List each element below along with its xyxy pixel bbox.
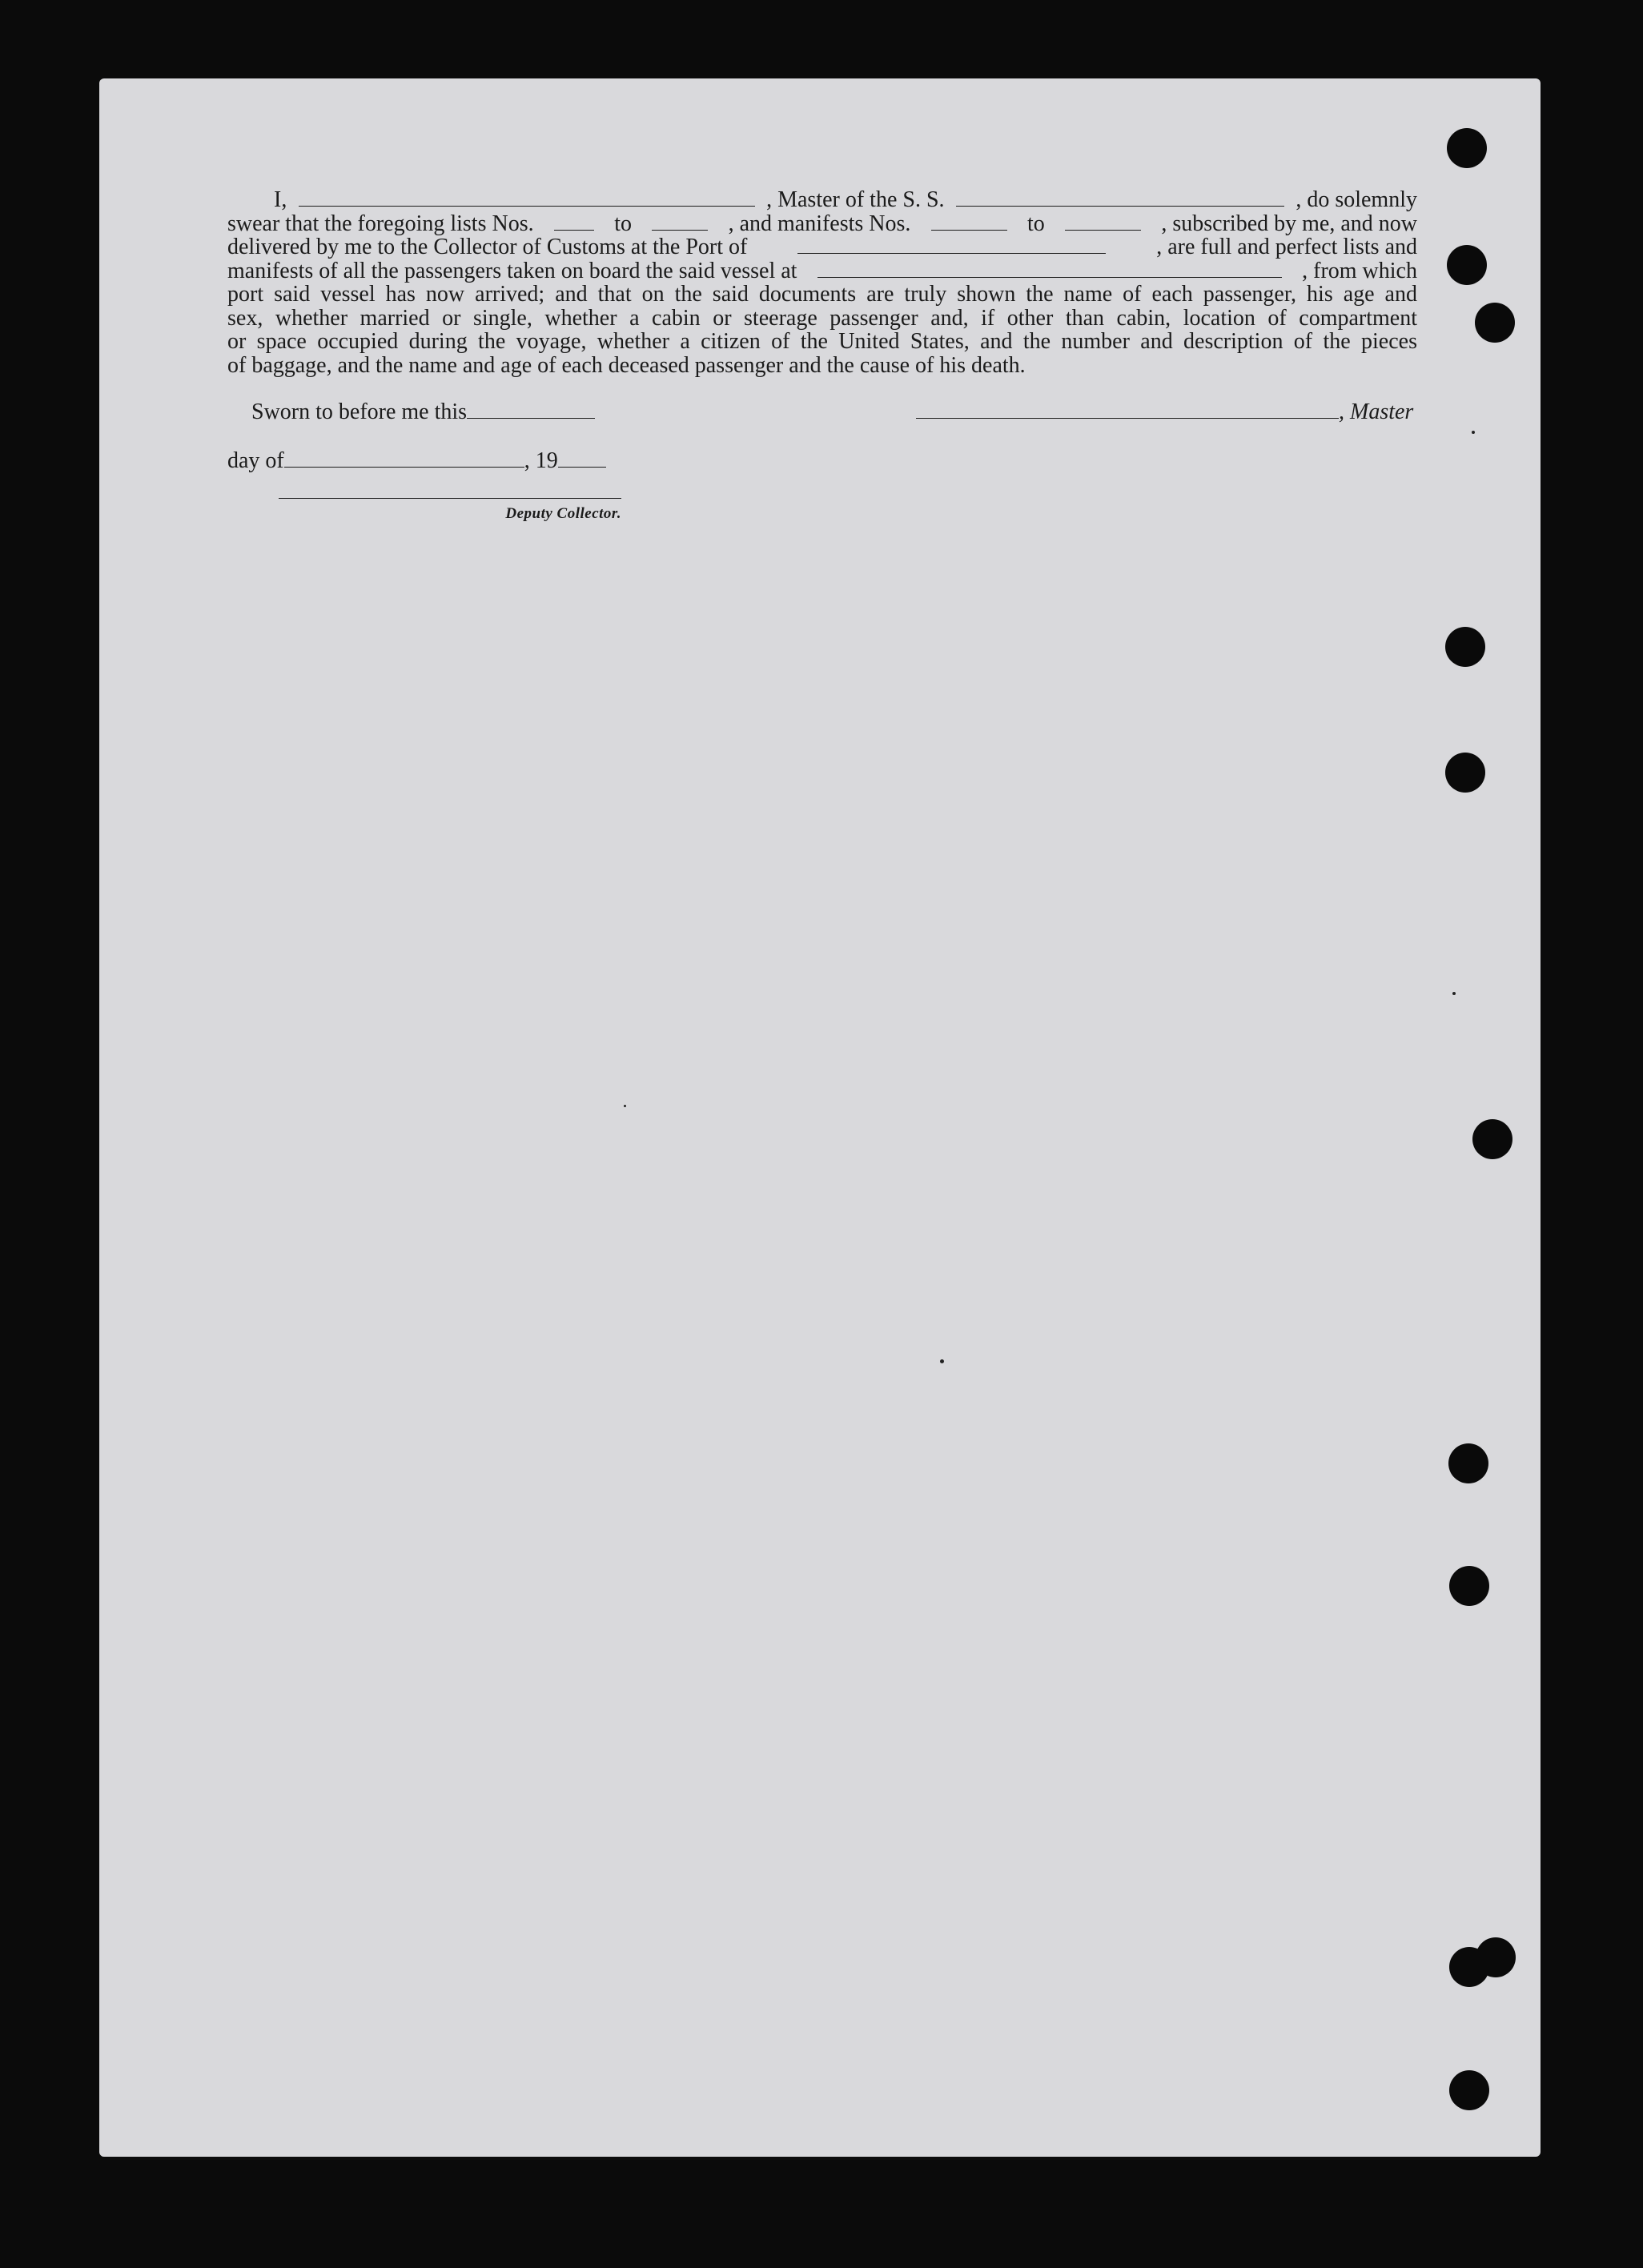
oath-text: , and manifests Nos.: [728, 211, 911, 236]
oath-text: , are full and perfect lists and: [1156, 235, 1417, 259]
manifests-from-field[interactable]: [931, 230, 1007, 231]
master-label: , Master: [1339, 399, 1414, 424]
punch-hole: [1445, 753, 1485, 793]
oath-line: [227, 188, 1417, 212]
deputy-collector-label: Deputy Collector.: [505, 505, 621, 522]
oath-line: port said vessel has now arrived; and that on the said documents are truly shown the name of each passenger, his age and: [227, 282, 1417, 307]
punch-hole: [1449, 1566, 1489, 1606]
punch-hole: [1448, 1443, 1488, 1483]
port-field[interactable]: [797, 253, 1106, 254]
oath-text: , from which: [1302, 258, 1417, 283]
oath-line: [227, 259, 1417, 283]
oath-text: manifests of all the passengers taken on board the said vessel at: [227, 258, 797, 283]
oath-text: , subscribed by me, and now: [1161, 211, 1417, 236]
deputy-signature-field[interactable]: [279, 498, 621, 499]
speck: [940, 1359, 944, 1363]
master-signature-field[interactable]: [916, 418, 1339, 419]
oath-line: [227, 235, 1417, 259]
speck: [1452, 992, 1456, 995]
month-field[interactable]: [284, 467, 524, 468]
sworn-label: Sworn to before me this: [251, 399, 468, 424]
document-page: [99, 78, 1541, 2157]
faint-mark: [271, 112, 299, 152]
manifests-to-field[interactable]: [1065, 230, 1141, 231]
ship-name-field[interactable]: [956, 206, 1284, 207]
punch-hole: [1449, 2070, 1489, 2110]
oath-text: of baggage, and the name and age of each deceased passenger and the cause of his death.: [227, 352, 1026, 378]
lists-from-field[interactable]: [554, 230, 594, 231]
year-field[interactable]: [558, 467, 606, 468]
deputy-collector-block: [279, 498, 621, 523]
punch-hole: [1447, 245, 1487, 285]
date-row: [227, 448, 606, 474]
punch-hole: [1445, 627, 1485, 667]
speck: [1472, 431, 1475, 434]
departure-port-field[interactable]: [817, 277, 1282, 278]
oath-text: to: [614, 211, 632, 236]
punch-hole: [1472, 1119, 1512, 1159]
oath-line: [227, 354, 1417, 378]
punch-hole: [1475, 303, 1515, 343]
sworn-row: [251, 399, 595, 425]
punch-hole: [1447, 128, 1487, 168]
lists-to-field[interactable]: [652, 230, 708, 231]
speck: [624, 1105, 626, 1107]
master-name-field[interactable]: [299, 206, 755, 207]
oath-paragraph: [227, 188, 1417, 377]
oath-text: to: [1027, 211, 1045, 236]
master-signature-row: [916, 399, 1413, 425]
oath-line: sex, whether married or single, whether a cabin or steerage passenger and, if other than cabin, location of compartment: [227, 305, 1417, 331]
oath-line: [227, 212, 1417, 236]
oath-text: I,: [274, 187, 287, 212]
oath-text: , do solemnly: [1296, 187, 1417, 212]
sworn-day-field[interactable]: [467, 418, 595, 419]
oath-text: delivered by me to the Collector of Customs at the Port of: [227, 235, 748, 259]
day-of-label: day of: [227, 448, 284, 473]
oath-text: , Master of the S. S.: [766, 187, 945, 212]
oath-text: swear that the foregoing lists Nos.: [227, 211, 534, 236]
punch-hole: [1449, 1947, 1489, 1987]
oath-line: or space occupied during the voyage, whether a citizen of the United States, and the number and description of the pieces: [227, 329, 1417, 354]
year-prefix-label: , 19: [524, 448, 558, 473]
